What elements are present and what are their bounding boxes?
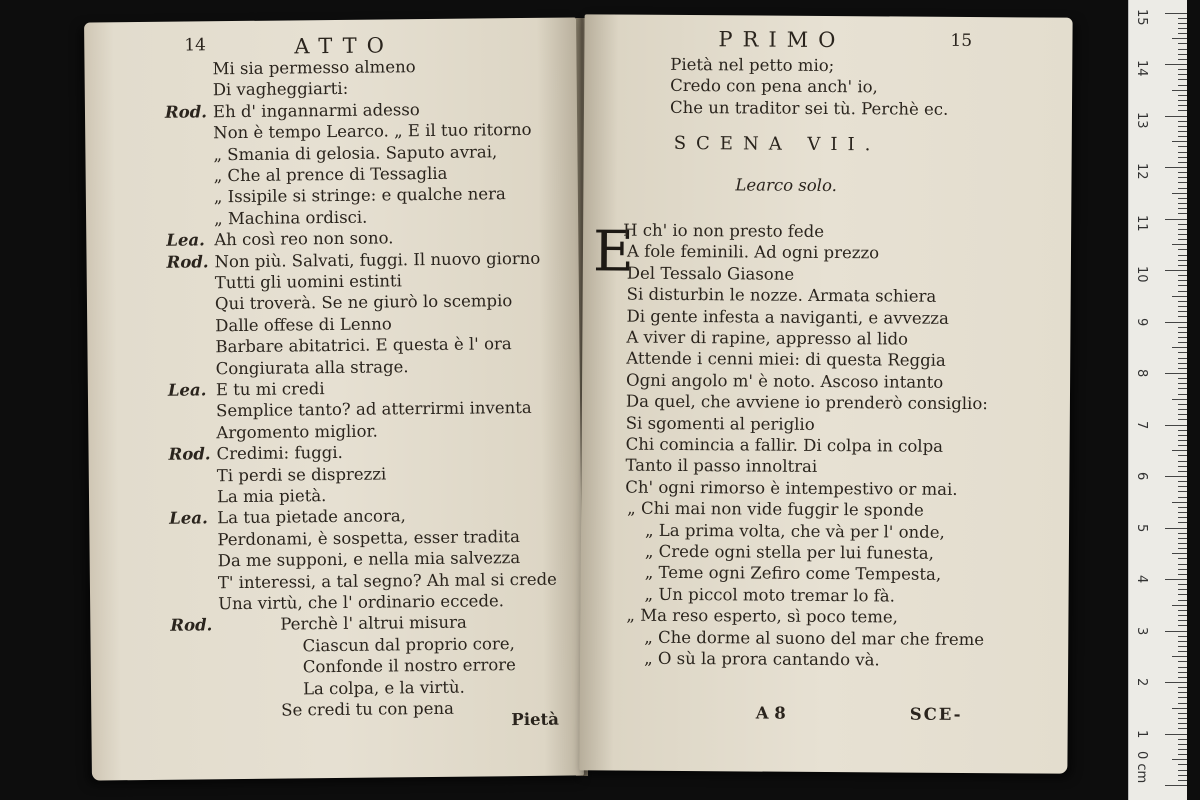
text-line: Semplice tanto? ad atterrirmi inventa [216,398,532,421]
ruler-tick [1178,291,1187,292]
ruler-tick [1178,368,1187,369]
ruler-tick [1178,255,1187,256]
ruler-tick [1178,74,1187,75]
ruler-tick [1165,167,1187,168]
speaker-label: Rod. [164,102,208,122]
ruler-tick [1178,620,1187,621]
ruler-tick [1172,347,1187,348]
text-line: La tua pietade ancora, [217,506,406,528]
ruler-tick [1165,476,1187,477]
text-line: „ O sù la prora cantando và. [644,648,880,670]
text-line: „ Machina ordisci. [214,207,368,229]
signature-mark: A 8 [755,703,786,723]
text-line: „ Ma reso esperto, sì poco teme, [626,605,899,627]
ruler-label: 3 [1134,626,1149,635]
text-line: Ogni angolo m' è noto. Ascoso intanto [626,370,944,392]
ruler-tick [1178,461,1187,462]
text-line: Si disturbin le nozze. Armata schiera [626,284,937,306]
ruler-tick [1178,285,1187,286]
ruler-tick [1178,100,1187,101]
ruler-tick [1178,610,1187,611]
text-line: Da quel, che avviene io prenderò consiglio: [625,391,988,414]
right-running-head: PRIMO [718,27,846,53]
ruler-tick [1178,213,1187,214]
ruler-tick [1178,491,1187,492]
ruler-tick [1178,234,1187,235]
ruler-tick [1172,605,1187,606]
ruler-tick [1178,558,1187,559]
ruler-tick [1178,316,1187,317]
text-line: Congiurata alla strage. [215,356,409,378]
ruler-tick [1172,553,1187,554]
ruler-label: 7 [1134,420,1149,429]
ruler-tick [1178,95,1187,96]
ruler-tick [1178,687,1187,688]
ruler-tick [1178,471,1187,472]
ruler-tick [1178,162,1187,163]
ruler-tick [1178,754,1187,755]
ruler-tick [1178,404,1187,405]
drop-cap: E [592,219,635,285]
ruler-tick [1178,728,1187,729]
ruler-tick [1178,352,1187,353]
ruler-tick [1178,388,1187,389]
ruler-tick [1178,260,1187,261]
ruler-tick [1165,579,1187,580]
text-line: Ciascun dal proprio core, [302,633,515,656]
ruler-tick [1178,342,1187,343]
text-line: H ch' io non presto fede [623,220,825,241]
ruler-tick [1178,126,1187,127]
right-page [579,14,1072,773]
ruler-tick [1178,69,1187,70]
text-line: „ Un piccol moto tremar lo fà. [644,584,895,606]
speaker-label: Rod. [166,251,209,272]
speaker-label: Rod. [168,444,211,464]
ruler-tick [1178,435,1187,436]
ruler-tick [1178,203,1187,204]
ruler-tick [1178,692,1187,693]
ruler-tick [1178,723,1187,724]
text-line: Eh d' ingannarmi adesso [212,99,420,122]
ruler-tick [1178,43,1187,44]
text-line: Da me supponi, e nella mia salvezza [217,548,521,571]
ruler-tick [1165,785,1187,786]
ruler-tick [1172,38,1187,39]
ruler-tick [1178,105,1187,106]
ruler-tick [1178,486,1187,487]
ruler-tick [1165,13,1187,14]
ruler-tick [1172,90,1187,91]
ruler-tick [1178,564,1187,565]
text-line: Non è tempo Learco. „ E il tuo ritorno [213,120,532,143]
speaker-label: Rod. [170,615,213,636]
ruler-tick [1172,759,1187,760]
ruler-tick [1178,739,1187,740]
ruler-tick [1178,33,1187,34]
ruler-tick [1178,280,1187,281]
ruler-tick [1178,249,1187,250]
text-line: Confonde il nostro errore [302,655,516,677]
ruler-tick [1178,275,1187,276]
ruler-tick [1178,646,1187,647]
ruler-label: 6 [1134,472,1149,481]
scene-character: Learco solo. [735,175,837,196]
text-line: Mi sia permesso almeno [212,57,416,79]
ruler-tick [1165,528,1187,529]
ruler-tick [1178,522,1187,523]
text-line: „ Che al prence di Tessaglia [213,163,448,186]
ruler-label: 1 [1134,729,1149,738]
ruler-tick [1178,121,1187,122]
ruler-tick [1178,28,1187,29]
ruler-tick [1178,414,1187,415]
ruler-tick [1178,749,1187,750]
ruler-tick [1178,430,1187,431]
ruler-tick [1178,54,1187,55]
text-line: Ch' ogni rimorso è intempestivo or mai. [625,477,958,499]
ruler-tick [1178,23,1187,24]
right-page-number: 15 [950,30,973,52]
ruler-tick [1172,708,1187,709]
ruler-tick [1178,383,1187,384]
text-line: Tanto il passo innoltrai [625,455,818,477]
text-line: Del Tessalo Giasone [626,263,795,284]
ruler-tick [1172,296,1187,297]
ruler-tick [1172,450,1187,451]
ruler-tick [1172,141,1187,142]
ruler-tick [1178,775,1187,776]
ruler-tick [1178,229,1187,230]
text-line: Perchè l' altrui misura [280,613,467,634]
ruler-tick [1178,198,1187,199]
text-line: La mia pietà. [216,486,327,507]
ruler-label: 14 [1134,60,1149,77]
ruler-tick [1178,85,1187,86]
ruler-tick [1165,64,1187,65]
measurement-ruler [1128,0,1187,800]
ruler-tick [1178,394,1187,395]
ruler-tick [1178,311,1187,312]
scene-heading: SCENA VII. [673,132,881,156]
ruler-tick [1178,641,1187,642]
text-line: Non più. Salvati, fuggi. Il nuovo giorno [214,248,541,271]
ruler-tick [1178,543,1187,544]
ruler-tick [1178,697,1187,698]
ruler-tick [1165,373,1187,374]
text-line: Di gente infesta a naviganti, e avvezza [626,306,949,328]
ruler-tick [1172,244,1187,245]
ruler-label: 15 [1134,8,1149,26]
ruler-tick [1178,358,1187,359]
ruler-tick [1178,533,1187,534]
ruler-tick [1165,322,1187,323]
ruler-tick [1178,110,1187,111]
ruler-tick [1165,682,1187,683]
ruler-tick [1165,425,1187,426]
ruler-tick [1178,224,1187,225]
ruler-label: 13 [1134,111,1149,129]
ruler-tick [1165,219,1187,220]
ruler-tick [1165,734,1187,735]
text-line: „ Chi mai non vide fuggir le sponde [627,498,924,520]
ruler-tick [1178,378,1187,379]
ruler-tick [1178,497,1187,498]
text-line: Qui troverà. Se ne giurò lo scempio [214,291,513,314]
ruler-tick [1178,764,1187,765]
ruler-tick [1178,517,1187,518]
ruler-tick [1178,265,1187,266]
ruler-tick [1178,512,1187,513]
ruler-tick [1178,594,1187,595]
left-running-head: ATTO [294,33,395,59]
text-line: Di vagheggiarti: [212,79,349,100]
ruler-tick [1178,538,1187,539]
ruler-label: 9 [1134,317,1149,326]
text-line: „ Issipile si stringe: e qualche nera [213,184,506,207]
ruler-tick [1178,49,1187,50]
ruler-tick [1172,502,1187,503]
text-line: Ah così reo non sono. [214,228,394,250]
ruler-tick [1178,672,1187,673]
ruler-tick [1178,466,1187,467]
ruler-tick [1178,146,1187,147]
ruler-tick [1178,780,1187,781]
text-line: Pietà nel petto mio; [670,54,835,76]
ruler-tick [1178,177,1187,178]
ruler-tick [1178,79,1187,80]
text-line: Tutti gli uomini estinti [214,271,402,293]
ruler-tick [1178,713,1187,714]
ruler-tick [1178,409,1187,410]
speaker-label: Lea. [167,380,207,400]
ruler-tick [1178,481,1187,482]
left-page [84,17,584,780]
speaker-label: Lea. [166,230,205,250]
text-line: Ti perdi se disprezzi [216,464,387,485]
ruler-tick [1172,399,1187,400]
ruler-tick [1178,667,1187,668]
ruler-tick [1178,327,1187,328]
text-line: „ Teme ogni Zefiro come Tempesta, [644,563,942,585]
text-line: Credo con pena anch' io, [670,76,878,97]
text-line: E tu mi credi [215,379,325,400]
ruler-tick [1172,656,1187,657]
ruler-tick [1178,703,1187,704]
ruler-tick [1165,631,1187,632]
text-line: Credimi: fuggi. [216,443,343,464]
ruler-tick [1178,548,1187,549]
ruler-tick [1178,188,1187,189]
right-catchword: SCE- [909,704,963,724]
text-line: Dalle offese di Lenno [215,314,392,336]
text-line: Si sgomenti al periglio [625,413,815,434]
text-line: „ La prima volta, che và per l' onde, [644,520,945,542]
text-line: A viver di rapine, appresso al lido [626,327,909,349]
speaker-label: Lea. [169,508,208,529]
ruler-tick [1178,574,1187,575]
text-line: La colpa, e la virtù. [302,677,465,698]
ruler-tick [1178,208,1187,209]
text-line: A fole feminili. Ad ogni prezzo [626,241,880,263]
ruler-tick [1178,18,1187,19]
text-line: Che un traditor sei tù. Perchè ec. [669,97,949,119]
ruler-label: 10 [1134,266,1149,283]
text-line: Se credi tu con pena [281,698,454,720]
ruler-tick [1178,152,1187,153]
ruler-tick [1178,718,1187,719]
ruler-tick [1178,615,1187,616]
ruler-tick [1178,770,1187,771]
ruler-tick [1178,445,1187,446]
ruler-tick [1178,677,1187,678]
ruler-tick [1178,182,1187,183]
ruler-label: 8 [1134,369,1149,378]
ruler-tick [1178,589,1187,590]
ruler-label: 2 [1134,678,1149,687]
ruler-label: 5 [1134,523,1149,532]
ruler-tick [1178,744,1187,745]
ruler-tick [1178,600,1187,601]
ruler-tick [1178,625,1187,626]
text-line: „ Smania di gelosia. Saputo avrai, [213,141,498,164]
ruler-tick [1178,651,1187,652]
ruler-tick [1178,584,1187,585]
text-line: Attende i cenni miei: di questa Reggia [626,348,946,371]
ruler-tick [1178,661,1187,662]
ruler-tick [1178,306,1187,307]
ruler-tick [1178,239,1187,240]
text-line: Perdonami, è sospetta, esser tradita [217,526,521,550]
ruler-tick [1178,569,1187,570]
ruler-label: 12 [1134,163,1149,180]
ruler-tick [1172,193,1187,194]
ruler-tick [1178,131,1187,132]
ruler-label: 11 [1134,214,1149,232]
ruler-tick [1178,440,1187,441]
ruler-tick [1165,116,1187,117]
ruler-tick [1178,363,1187,364]
ruler-tick [1178,172,1187,173]
text-line: T' interessi, a tal segno? Ah mal si crede [217,569,557,592]
text-line: Argomento miglior. [216,421,378,443]
left-catchword: Pietà [511,709,559,730]
text-line: „ Che dorme al suono del mar che freme [644,627,985,649]
text-line: „ Crede ogni stella per lui funesta, [644,541,934,563]
ruler-tick [1178,301,1187,302]
ruler-tick [1178,337,1187,338]
ruler-tick [1178,419,1187,420]
text-line: Chi comincia a fallir. Di colpa in colpa [625,434,944,456]
ruler-label: 4 [1134,575,1149,584]
text-line: Una virtù, che l' ordinario eccede. [218,591,505,614]
ruler-tick [1165,270,1187,271]
ruler-tick [1178,332,1187,333]
text-line: Barbare abitatrici. E questa è l' ora [215,334,512,357]
left-page-number: 14 [184,35,207,56]
ruler-label: 0 cm [1134,751,1149,784]
ruler-tick [1178,157,1187,158]
ruler-tick [1178,507,1187,508]
ruler-tick [1178,59,1187,60]
ruler-tick [1178,636,1187,637]
ruler-tick [1178,136,1187,137]
ruler-tick [1178,455,1187,456]
